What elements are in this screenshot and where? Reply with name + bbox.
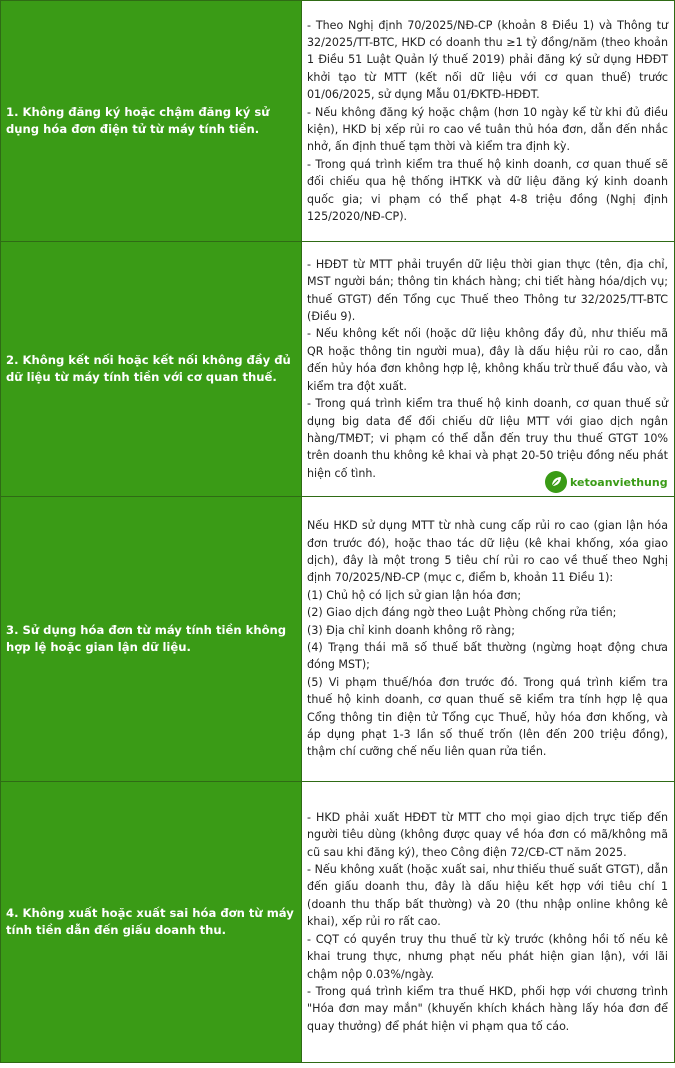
content-line: - Theo Nghị định 70/2025/NĐ-CP (khoản 8 Điều 1) và Thông tư 32/2025/TT-BTC, HKD có doanh thu ≥1 tỷ đồng/năm (theo khoản 1 Điều 51 Luật Quản lý thuế 2019) phải đăng ký sử dụng HĐĐT khởi tạo từ MTT (kết nối dữ liệu với cơ quan thuế) trước 01/06/2025, sử dụng Mẫu 01/ĐKTĐ-HĐĐT. [307, 18, 668, 102]
content-line: - Trong quá trình kiểm tra thuế hộ kinh doanh, cơ quan thuế sẽ đối chiếu qua hệ thống iHTKK và dữ liệu đăng ký kinh doanh quốc gia; vi phạm có thể phạt 4-8 triệu đồng (Nghị định 125/2020/NĐ-CP). [307, 157, 668, 224]
table-row [1, 497, 675, 782]
row-title: 4. Không xuất hoặc xuất sai hóa đơn từ máy tính tiền dẫn đến giấu doanh thu. [1, 782, 302, 1063]
brand-name: ketoanviethung [570, 475, 668, 489]
content-line: (1) Chủ hộ có lịch sử gian lận hóa đơn; [307, 588, 522, 602]
content-line: (2) Giao dịch đáng ngờ theo Luật Phòng chống rửa tiền; [307, 606, 617, 620]
content-line: - HĐĐT từ MTT phải truyền dữ liệu thời gian thực (tên, địa chỉ, MST người bán; thông tin khách hàng; chi tiết hàng hóa/dịch vụ; thuế GTGT) đến Tổng cục Thuế theo Thông tư 32/2025/TT-BTC (Điều 9). [307, 257, 668, 324]
row-content [302, 497, 675, 782]
content-line: - Nếu không xuất (hoặc xuất sai, như thiếu thuế suất GTGT), dẫn đến giấu doanh thu, đây là dấu hiệu kết hợp với tiêu chí 1 (doanh thu thấp bất thường) và 20 (thu nhập online không kê khai), xếp rủi ro rất cao. [307, 863, 668, 929]
row-title: 1. Không đăng ký hoặc chậm đăng ký sử dụng hóa đơn điện tử từ máy tính tiền. [1, 1, 302, 242]
row-title: 3. Sử dụng hóa đơn từ máy tính tiền không hợp lệ hoặc gian lận dữ liệu. [1, 497, 302, 782]
row-content [302, 1, 675, 242]
row-title: 2. Không kết nối hoặc kết nối không đầy đủ dữ liệu từ máy tính tiền với cơ quan thuế. [1, 242, 302, 497]
row-content [302, 242, 675, 497]
brand-watermark [545, 471, 668, 493]
table-row [1, 1, 675, 242]
row-content [302, 782, 675, 1063]
content-line: - Trong quá trình kiểm tra thuế hộ kinh doanh, cơ quan thuế sử dụng big data để đối chiếu dữ liệu MTT với giao dịch ngân hàng/TMĐT; vi phạm có thể dẫn đến truy thu thuế GTGT 10% trên doanh thu không kê khai và phạt 20-50 triệu đồng nếu phát hiện cố tình. [307, 397, 668, 480]
table-row [1, 242, 675, 497]
content-line: (4) Trạng thái mã số thuế bất thường (ngừng hoạt động chưa đóng MST); [307, 641, 668, 672]
content-line: - Trong quá trình kiểm tra thuế HKD, phối hợp với chương trình "Hóa đơn may mắn" (khuyến khích khách hàng lấy hóa đơn để quay thưởng) để phát hiện vi phạm qua tố cáo. [307, 984, 668, 1033]
content-line: (5) Vi phạm thuế/hóa đơn trước đó. Trong quá trình kiểm tra thuế hộ kinh doanh, cơ quan thuế sẽ kiểm tra tính hợp lệ qua Cổng thông tin điện tử Tổng cục Thuế, hủy hóa đơn khống, và áp dụng phạt 1-3 lần số thuế trốn (lên đến 200 triệu đồng), thậm chí cưỡng chế nếu liên quan rửa tiền. [307, 675, 668, 759]
content-line: - CQT có quyền truy thu thuế từ kỳ trước (không hồi tố nếu kê khai trung thực, nhưng phạt nếu phát hiện gian lận), với lãi chậm nộp 0.03%/ngày. [307, 932, 668, 981]
content-line: (3) Địa chỉ kinh doanh không rõ ràng; [307, 623, 515, 637]
content-line: - Nếu không kết nối (hoặc dữ liệu không đầy đủ, như thiếu mã QR hoặc thông tin người mua), đây là dấu hiệu rủi ro cao, dẫn đến hủy hóa đơn không hợp lệ, không khấu trừ thuế đầu vào, và kiểm tra đột xuất. [307, 327, 668, 393]
content-line: - HKD phải xuất HĐĐT từ MTT cho mọi giao dịch trực tiếp đến người tiêu dùng (không được quay về hóa đơn có mã/không mã cũ sau khi đăng ký), theo Công điện 72/CĐ-CT năm 2025. [307, 810, 668, 859]
content-line: Nếu HKD sử dụng MTT từ nhà cung cấp rủi ro cao (gian lận hóa đơn trước đó), hoặc thao tác dữ liệu (kê khai khống, xóa giao dịch), đây là một trong 5 tiêu chí rủi ro cao về thuế theo Nghị định 70/2025/NĐ-CP (mục c, điểm b, khoản 11 Điều 1): [307, 519, 668, 585]
leaf-logo-icon [545, 471, 567, 493]
table-row [1, 782, 675, 1063]
content-line: - Nếu không đăng ký hoặc chậm (hơn 10 ngày kể từ khi đủ điều kiện), HKD bị xếp rủi ro cao về tuân thủ hóa đơn, dẫn đến nhắc nhở, ấn định thuế tạm thời và kiểm tra định kỳ. [307, 105, 668, 154]
